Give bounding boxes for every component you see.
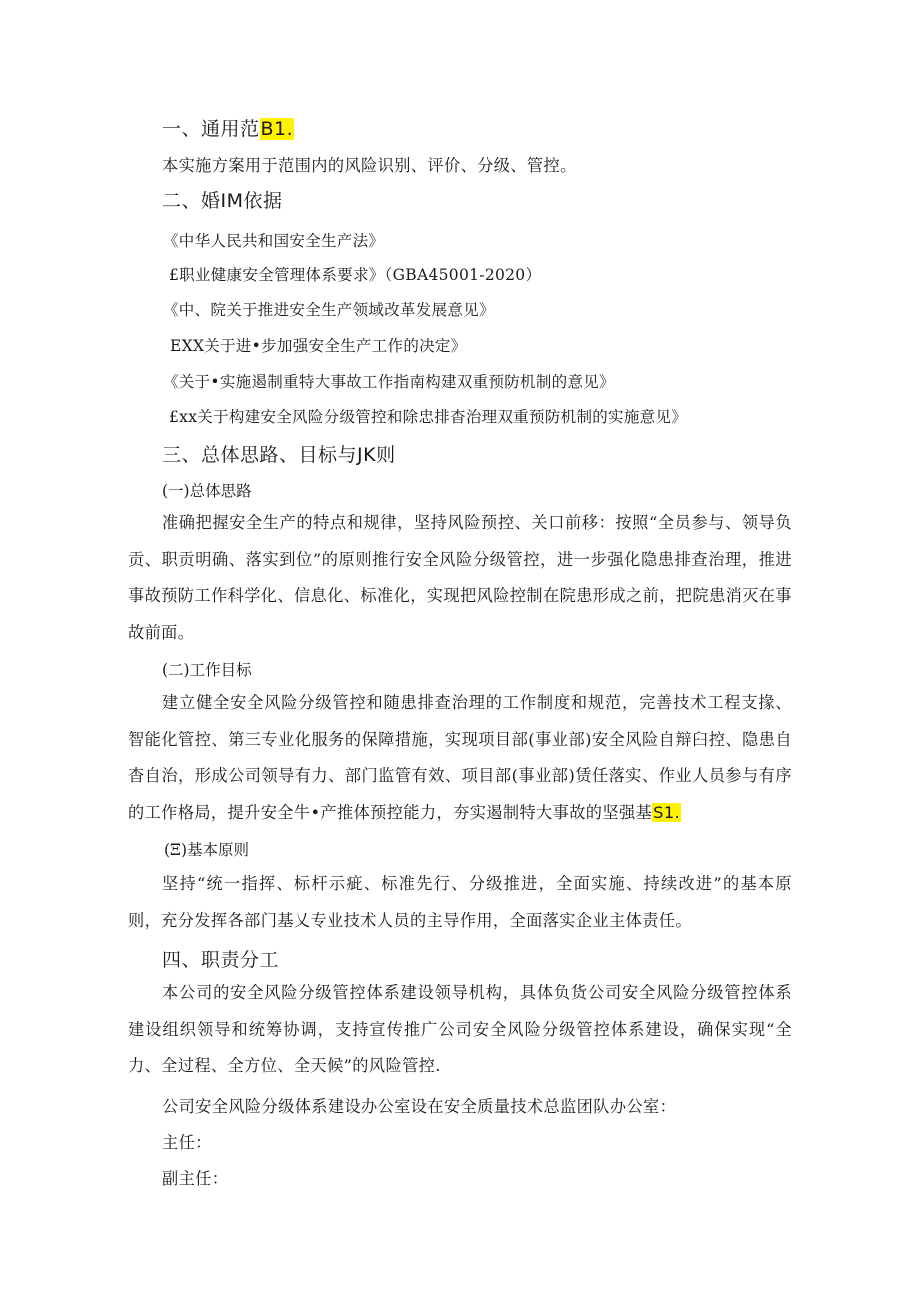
text-line: 公司安全风险分级体系建设办公室设在安全质量技术总监团队办公室： <box>162 1097 677 1116</box>
reference-item: 《关于•实施遏制重特大事故工作指南构建双重预防机制的意见》 <box>163 373 615 391</box>
reference-item: 《中、院关于推进安全生产领域改革发展意见》 <box>163 301 495 319</box>
subsection-heading: (Ξ)基本原则 <box>164 841 250 859</box>
section-1-heading-highlight: B1. <box>260 118 294 140</box>
section-3-heading: 三、总体思路、目标与JK则 <box>162 444 396 466</box>
subsection-heading: (二)工作目标 <box>162 661 252 679</box>
reference-item: EXX关于进•步加强安全生产工作的决定》 <box>170 337 467 355</box>
section-2-heading: 二、婚IM依据 <box>162 190 283 212</box>
text-line: 副主任： <box>162 1169 229 1188</box>
reference-item: £职业健康安全管理体系要求》（GBA45001-2020） <box>169 266 542 284</box>
section-1-body: 本实施方案用于范围内的风险识别、评价、分级、管控。 <box>162 156 577 175</box>
section-1-heading <box>162 114 294 141</box>
paragraph <box>128 685 792 831</box>
paragraph-highlight: S1. <box>653 802 681 822</box>
reference-item: £xx关于构建安全风险分级管控和除忠排杳治理双重预防机制的实施意见》 <box>169 408 688 426</box>
reference-item: 《中华人民共和国安全生产法》 <box>163 232 385 250</box>
paragraph: 准确把握安全生产的特点和规律，坚持风险预控、关口前移：按照“全员参与、领导负贡、职贡明确、落实到位”的原则推行安全风险分级管控，进一步强化隐患排查治理，推进事故预防工作科学化、信息化、标准化，实现把风险控制在院患形成之前，把院患消灭在事故前面。 <box>128 513 792 642</box>
paragraph: 坚持“统一指挥、标杆示疵、标准先行、分级推进，全面实施、持续改进”的基本原则，充分发挥各部门基乂专业技术人员的主导作用，全面落实企业主体责任。 <box>128 874 792 930</box>
section-4-heading: 四、职责分工 <box>162 949 280 971</box>
section-1-heading-text: 一、通用范 <box>162 118 260 140</box>
subsection-heading: (一)总体思路 <box>162 482 252 500</box>
paragraph-text: 建立健全安全风险分级管控和随患排查治理的工作制度和规范，完善技术工程支掾、智能化管控、第三专业化服务的保障措施，实现项目部(事业部)安全风险自辩臼控、隐患自杳自治，形成公司领导有力、部门监管有效、项目部(事业部)赁任落实、作业人员参与有序的工作格局，提升安全牛•产推体预控能力，夯实遏制特大事故的坚强基 <box>128 693 792 822</box>
paragraph: 本公司的安全风险分级管控体系建设领导机构，具体负货公司安全风险分级管控体系建设组织领导和统筹协调，支持宣传推广公司安全风险分级管控体系建设，确保实现“全力、全过程、全方位、全天候”的风险管控. <box>128 983 792 1075</box>
text-line: 主任： <box>162 1133 212 1152</box>
